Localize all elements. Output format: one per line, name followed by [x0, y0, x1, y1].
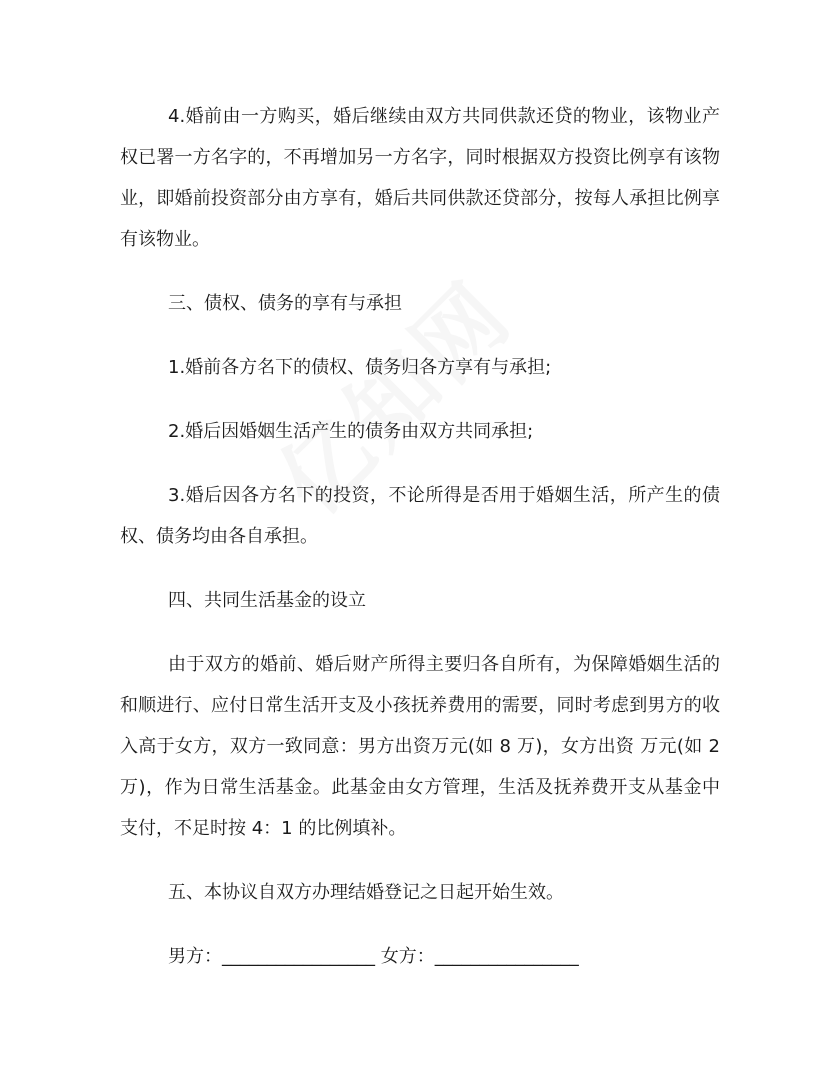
section-3-item-3: 3.婚后因各方名下的投资，不论所得是否用于婚姻生活，所产生的债权、债务均由各自承担。: [120, 485, 720, 547]
signature-row: [120, 936, 720, 977]
male-signature-line: _________________: [222, 946, 375, 967]
clause-4-property: 4.婚前由一方购买，婚后继续由双方共同供款还贷的物业，该物业产权已署一方名字的，不再增加另一方名字，同时根据双方投资比例享有该物业，即婚前投资部分由方享有，婚后共同供款还贷部分，按每人承担比例享有该物业。: [120, 106, 720, 250]
female-signature-label: 女方：: [375, 946, 435, 967]
section-3-item-2: 2.婚后因婚姻生活产生的债务由双方共同承担;: [168, 421, 534, 442]
male-signature-label: 男方：: [168, 946, 222, 967]
section-3-heading: 三、债权、债务的享有与承担: [168, 293, 402, 314]
section-5-heading: 五、本协议自双方办理结婚登记之日起开始生效。: [168, 882, 564, 903]
section-4-heading: 四、共同生活基金的设立: [168, 590, 366, 611]
document-body: [120, 96, 720, 977]
section-3-item-1: 1.婚前各方名下的债权、债务归各方享有与承担;: [168, 357, 552, 378]
section-4-body: 由于双方的婚前、婚后财产所得主要归各自所有，为保障婚姻生活的和顺进行、应付日常生活开支及小孩抚养费用的需要，同时考虑到男方的收入高于女方，双方一致同意：男方出资万元(如 8 万)，女方出资 万元(如 2 万)，作为日常生活基金。此基金由女方管理，生活及抚养费开支从基金中支付，不足时按 4：1 的比例填补。: [120, 654, 720, 839]
female-signature-line: ________________: [434, 946, 579, 967]
